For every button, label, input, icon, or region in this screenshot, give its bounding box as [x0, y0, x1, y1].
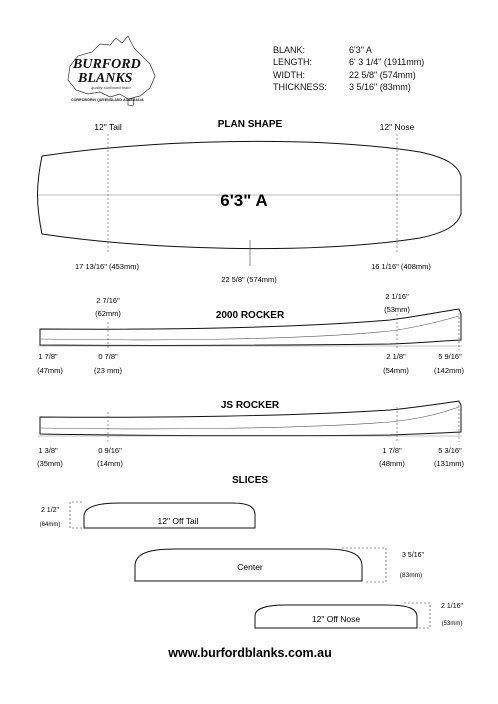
rocker-2000-nose-top-inch: 2 1/16" [385, 292, 409, 301]
rocker-js-nose-inch: 5 3/16" [438, 446, 462, 455]
company-logo [68, 36, 155, 106]
slice-center-label: Center [237, 562, 263, 572]
slice-nose-label: 12" Off Nose [311, 614, 361, 624]
rocker-2000-tail-top-mm: (62mm) [95, 309, 121, 318]
spec-label-length: LENGTH: [273, 57, 313, 68]
spec-value-width: 22 5/8" (574mm) [349, 69, 416, 80]
slice-tail-label: 12" Off Tail [157, 516, 199, 526]
slice-center-inch: 3 5/16" [402, 552, 424, 559]
spec-value-length: 6' 3 1/4" (1911mm) [349, 57, 425, 68]
rocker-2000-12nose-inch: 2 1/8" [386, 352, 406, 361]
rocker-2000-nose-inch: 5 9/16" [438, 352, 462, 361]
rocker-js-tail-mm: (35mm) [37, 459, 63, 468]
rocker-js-12nose-mm: (48mm) [379, 459, 405, 468]
logo-tagline: quality surfboard foam [91, 85, 131, 90]
slice-center-dimension [342, 548, 386, 582]
rocker-2000-tail-mm: (47mm) [37, 366, 63, 375]
rocker-js-tail-inch: 1 3/8" [38, 446, 58, 455]
slice-tail-inch: 2 1/2" [40, 507, 60, 514]
rocker-2000-12nose-mm: (54mm) [383, 366, 409, 375]
rocker-2000-nose-mm: (142mm) [433, 366, 465, 375]
plan-shape-title: PLAN SHAPE [217, 119, 283, 130]
rocker-js-title: JS ROCKER [220, 400, 280, 411]
slice-tail-dimension [70, 502, 82, 528]
slices-title: SLICES [231, 475, 269, 486]
rocker-2000-12tail-inch: 0 7/8" [98, 352, 118, 361]
spec-values [349, 44, 424, 93]
slice-nose-mm: (53mm) [441, 621, 463, 627]
rocker-js-12tail-mm: (14mm) [97, 459, 123, 468]
spec-label-blank: BLANK: [273, 45, 306, 55]
rocker-2000-12tail-mm: (23 mm) [94, 366, 122, 375]
tail-width-label: 17 13/16" (453mm) [75, 262, 139, 271]
slice-nose-inch: 2 1/16" [441, 603, 463, 610]
nose-width-label: 16 1/16" (408mm) [371, 262, 431, 271]
rocker-2000-nose-top-mm: (53mm) [384, 305, 410, 314]
plan-model-label: 6'3" A [220, 191, 268, 210]
center-width-label: 22 5/8" (574mm) [221, 275, 277, 284]
rocker-2000-tail-inch: 1 7/8" [38, 352, 58, 361]
spec-labels [273, 44, 327, 93]
rocker-js-12nose-inch: 1 7/8" [382, 446, 402, 455]
spec-value-blank: 6'3" A [349, 45, 372, 55]
rocker-2000-tail-top-inch: 2 7/16" [96, 296, 120, 305]
slice-tail-mm: (64mm) [39, 522, 61, 528]
spec-value-thickness: 3 5/16" (83mm) [349, 81, 411, 92]
website-url[interactable]: www.burfordblanks.com.au [168, 646, 332, 660]
logo-location: CORROBORIN QUEENSLAND AUSTRALIA [71, 98, 144, 102]
rocker-js-12tail-inch: 0 9/16" [98, 446, 122, 455]
logo-wordmark-bottom: BLANKS [78, 71, 133, 86]
nose-mark-label: 12" Nose [379, 122, 415, 132]
spec-label-thickness: THICKNESS: [273, 81, 328, 92]
rocker-2000-title: 2000 ROCKER [215, 310, 285, 321]
rocker-js-nose-mm: (131mm) [433, 459, 465, 468]
spec-label-width: WIDTH: [273, 69, 305, 80]
slice-center-mm: (83mm) [399, 572, 423, 579]
logo-wordmark-top: BURFORD [73, 57, 141, 72]
tail-mark-label: 12" Tail [94, 122, 122, 132]
